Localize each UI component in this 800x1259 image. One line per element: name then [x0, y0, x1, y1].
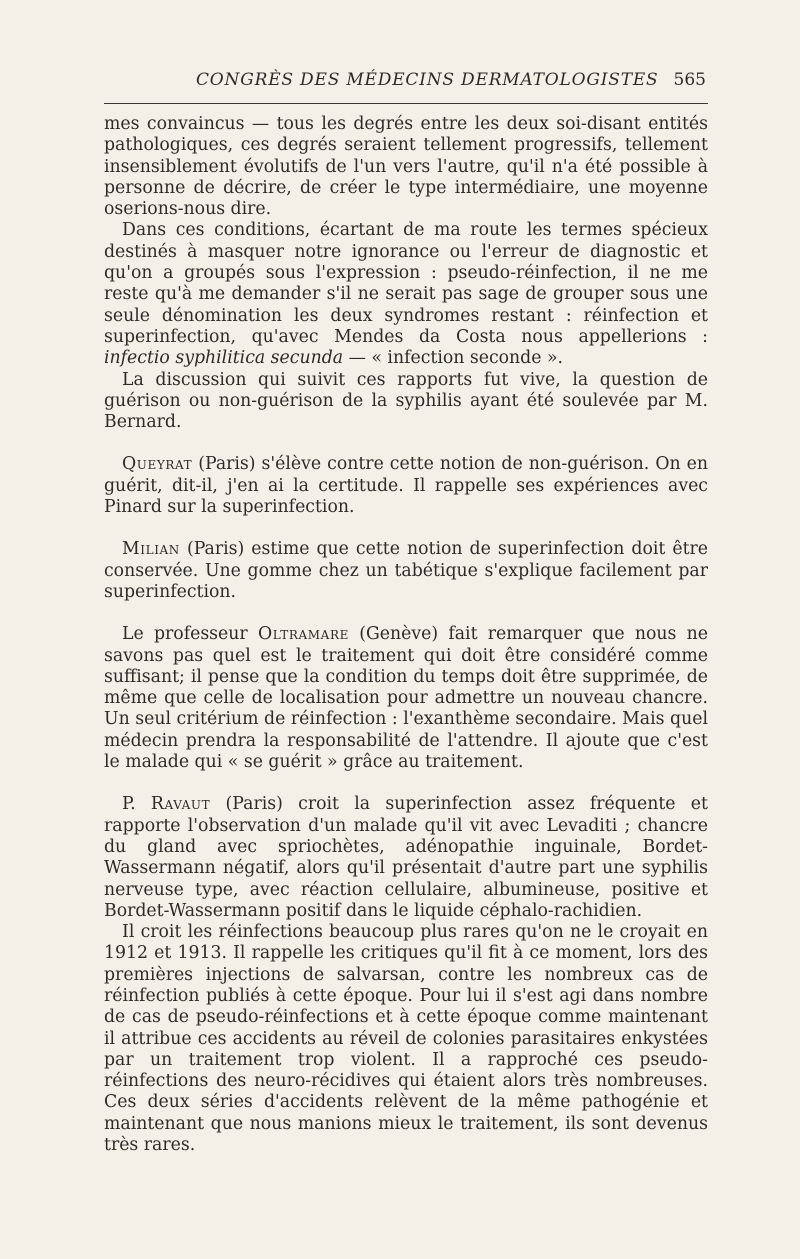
speaker-name: Ravaut: [150, 794, 211, 815]
speaker-name: Oltramare: [257, 624, 349, 645]
running-head: [104, 66, 708, 94]
paragraph-reinfections: Il croit les réinfections beaucoup plus rares qu'on ne le croyait en 1912 et 1913. Il rappelle les critiques qu'il fit à ce moment, lors des premières injections de salvarsan, contre les nombreux cas de réinfection publiés à cette époque. Pour lui il s'est agi dans nombre de cas de pseudo-réinfections et à cette époque comme maintenant il attribue ces accidents au réveil de colonies parasitaires enkystées par un traitement trop violent. Il a rapproché ces pseudo-réinfections des neuro-récidives qui étaient alors très nombreuses. Ces deux séries d'accidents relèvent de la même pathogénie et maintenant que nous manions mieux le traitement, ils sont devenus très rares.: [104, 922, 708, 1156]
speaker-name: Milian: [122, 539, 180, 560]
speaker-name: Queyrat: [122, 454, 193, 475]
paragraph-oltramare: Le professeur Oltramare (Genève) fait remarquer que nous ne savons pas quel est le traitement qui doit être considéré comme suffisant; il pense que la condition du temps doit être supprimée, de même que celle de localisation pour admettre un nouveau chancre. Un seul critérium de réinfection : l'exanthème secondaire. Mais quel médecin prendra la responsabilité de l'attendre. Il ajoute que c'est le malade qui « se guérit » grâce au traitement.: [104, 624, 708, 773]
body-text: [104, 114, 708, 1156]
paragraph-ravaut: P. Ravaut (Paris) croit la superinfection assez fréquente et rapporte l'observation d'un malade qu'il vit avec Levaditi ; chancre du gland avec spriochètes, adénopathie inguinale, Bordet-Wassermann négatif, alors qu'il présentait d'autre part une syphilis nerveuse type, avec réaction cellulaire, albumineuse, positive et Bordet-Wassermann positif dans le liquide céphalo-rachidien.: [104, 794, 708, 921]
paragraph-continuation: mes convaincus — tous les degrés entre les deux soi-disant entités pathologiques, ces degrés seraient tellement progressifs, tellement insensiblement évolutifs de l'un vers l'autre, qu'il n'a été possible à personne de décrire, de créer le type intermédiaire, une moyenne oserions-nous dire.: [104, 114, 708, 220]
page-number: 565: [673, 70, 706, 90]
paragraph-queyrat: Queyrat (Paris) s'élève contre cette notion de non-guérison. On en guérit, dit-il, j'en ai la certitude. Il rappelle ses expériences avec Pinard sur la superinfection.: [104, 454, 708, 518]
paragraph-discussion: La discussion qui suivit ces rapports fut vive, la question de guérison ou non-guérison de la syphilis ayant été soulevée par M. Bernard.: [104, 369, 708, 433]
header-rule: [104, 103, 708, 104]
latin-term: infectio syphilitica secunda: [104, 348, 344, 369]
running-title: CONGRÈS DES MÉDECINS DERMATOLOGISTES: [196, 70, 659, 90]
paragraph-milian: Milian (Paris) estime que cette notion de superinfection doit être conservée. Une gomme chez un tabétique s'explique facilement par superinfection.: [104, 539, 708, 602]
paragraph-conditions: Dans ces conditions, écartant de ma route les termes spécieux destinés à masquer notre ignorance ou l'erreur de diagnostic et qu'on a groupés sous l'expression : pseudo-réinfection, il ne me reste qu'à me demander s'il ne serait pas sage de grouper sous une seule dénomination les deux syndromes restant : réinfection et superinfection, qu'avec Mendes da Costa nous appellerions : infectio syphilitica secunda — « infection seconde ».: [104, 220, 708, 369]
